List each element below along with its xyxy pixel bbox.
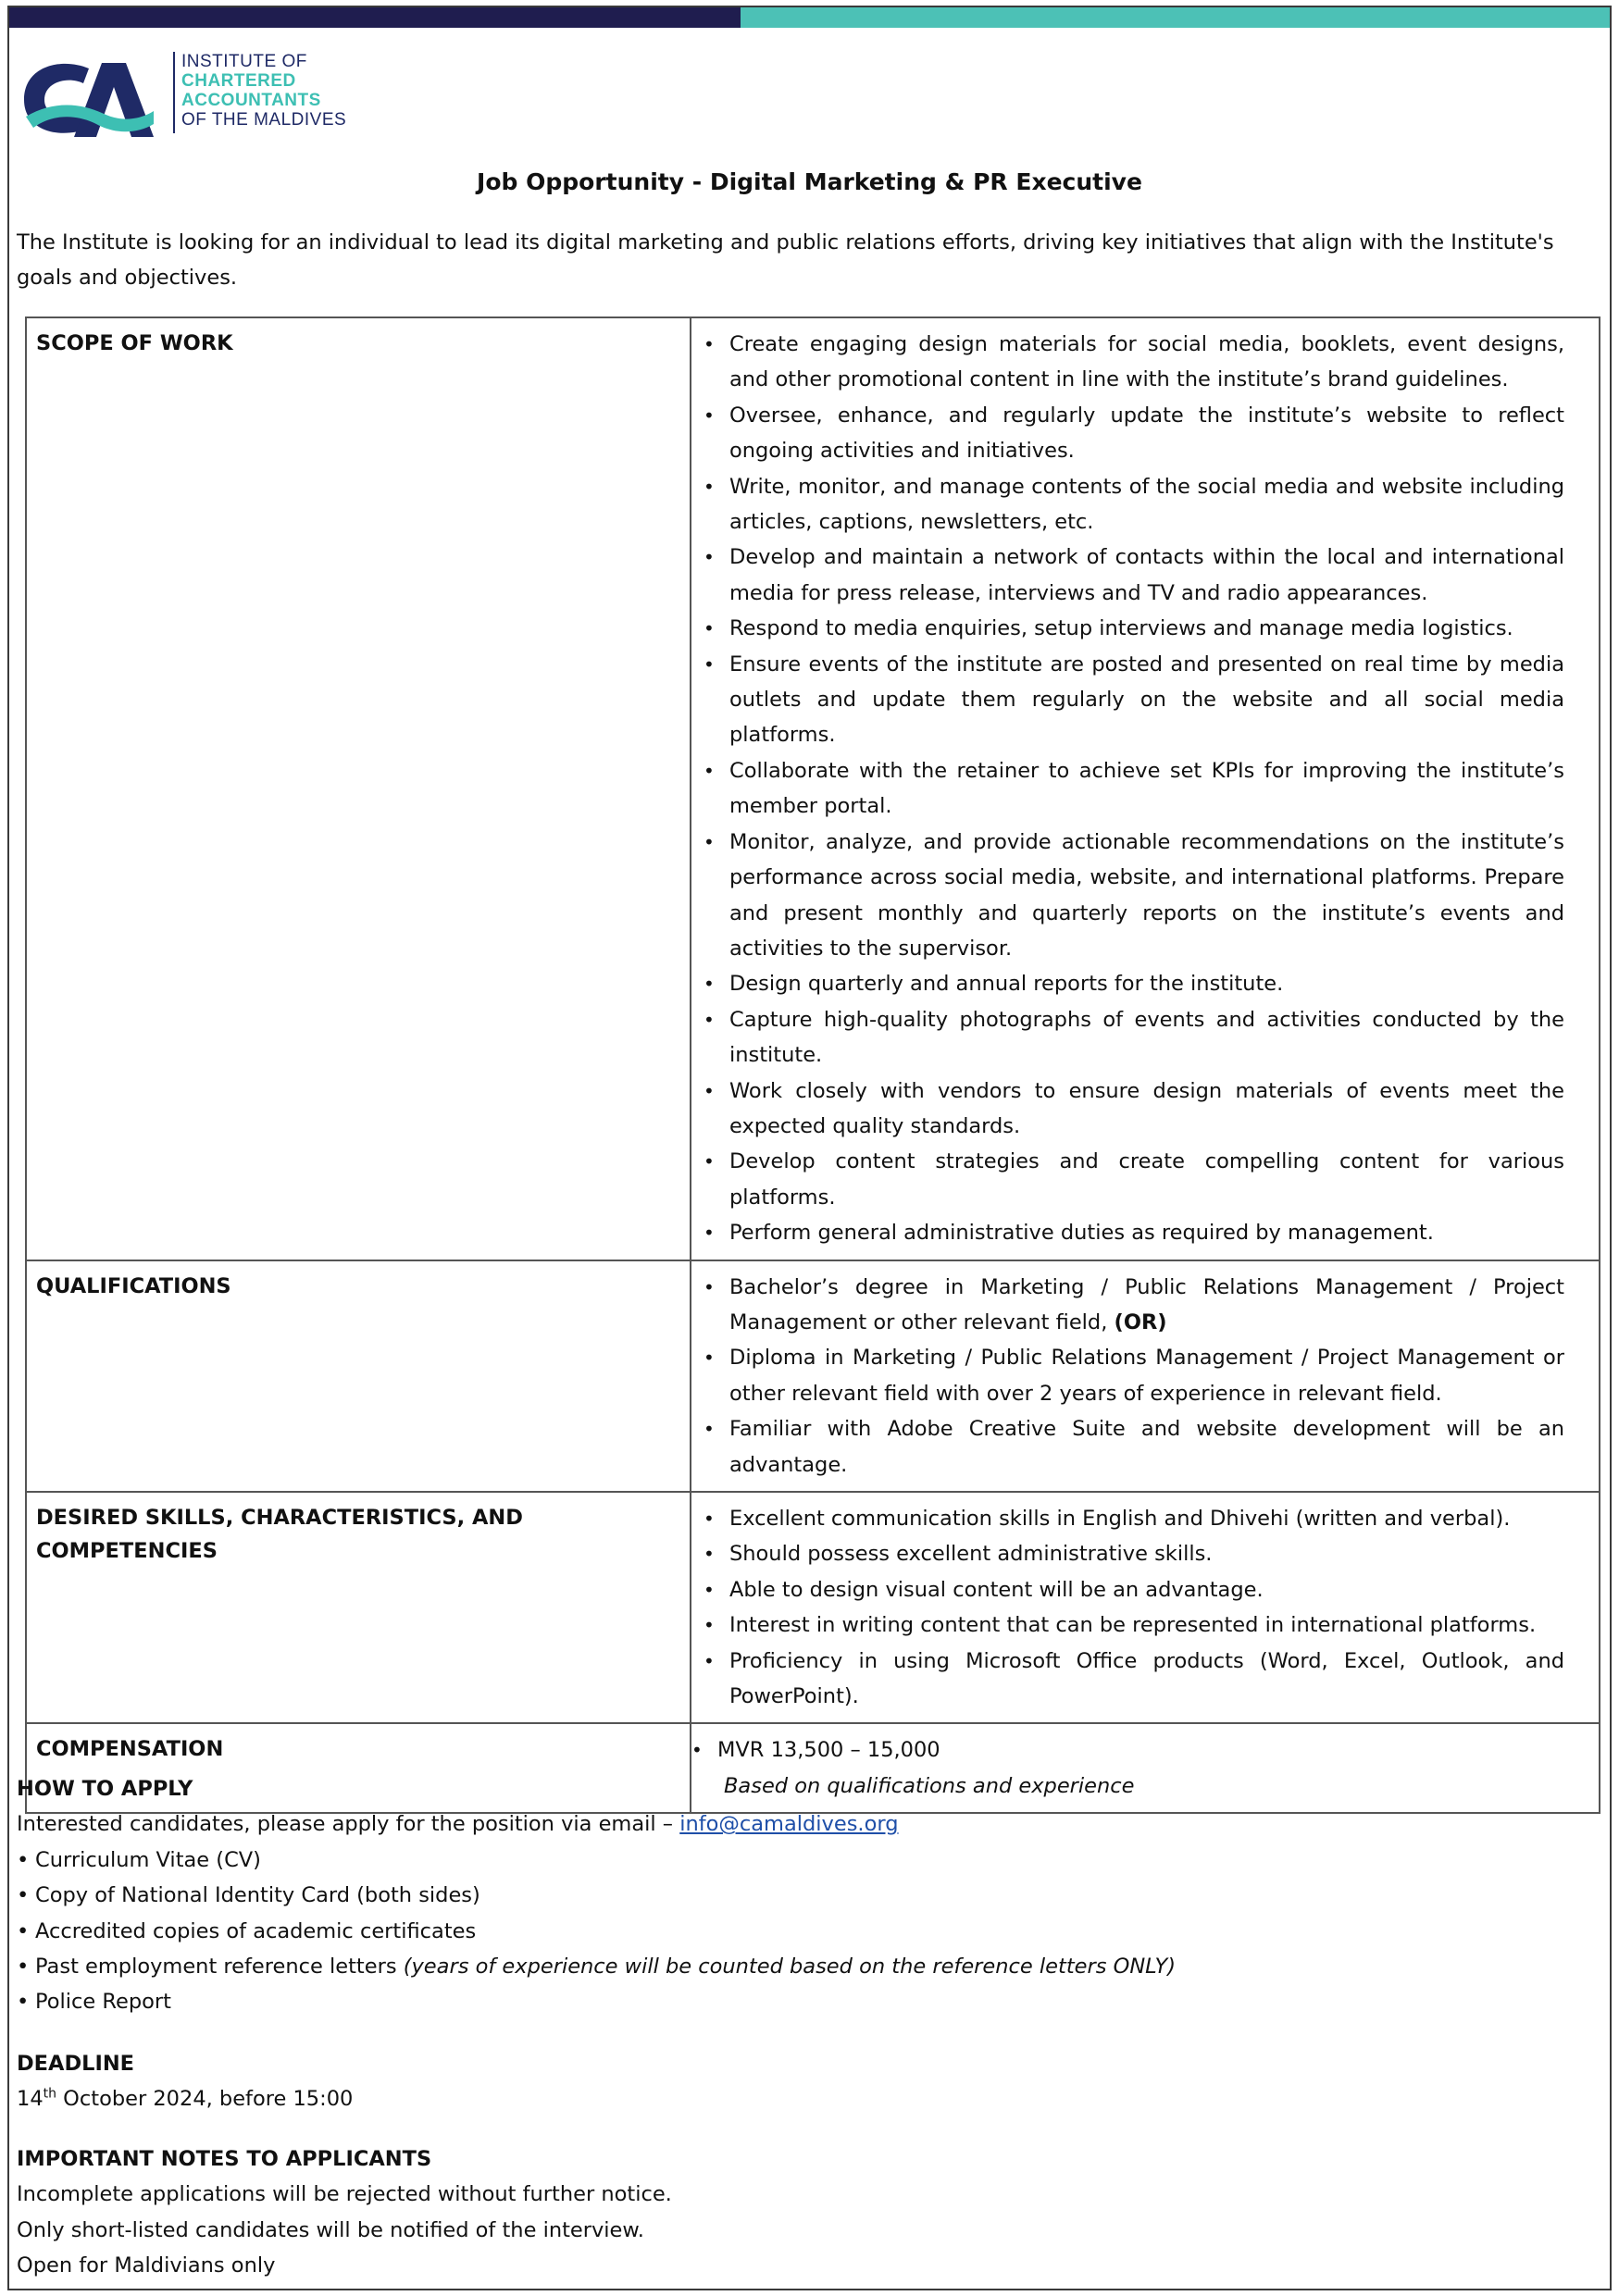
list-item: • Respond to media enquiries, setup interviews and manage media logistics. (729, 611, 1564, 646)
list-item: • Perform general administrative duties as required by management. (729, 1215, 1564, 1250)
logo-line-1: INSTITUTE OF (181, 52, 307, 71)
notes-section (17, 2141, 1607, 2284)
page-title: Job Opportunity - Digital Marketing & PR Executive (477, 168, 1142, 195)
deadline-day: 14 (17, 2087, 44, 2112)
apply-item-4-note: (years of experience will be counted based on the reference letters ONLY) (403, 1955, 1177, 1980)
table-row-scope (26, 317, 1600, 1260)
notes-heading: IMPORTANT NOTES TO APPLICANTS (17, 2147, 432, 2171)
list-item (17, 1949, 1607, 1984)
table-row-skills (26, 1492, 1600, 1723)
list-item: • Collaborate with the retainer to achieve set KPIs for improving the institute’s member portal. (729, 753, 1564, 825)
qualifications-content (691, 1260, 1600, 1492)
scope-list (701, 327, 1564, 1251)
document-page (7, 6, 1612, 2290)
skills-list (701, 1501, 1564, 1714)
intro-paragraph: The Institute is looking for an individual to lead its digital marketing and public relations efforts, driving key initiatives that align with the Institute's goals and objectives. (17, 230, 1554, 290)
list-item (729, 1270, 1564, 1341)
qualifications-list (701, 1270, 1564, 1483)
deadline-heading: DEADLINE (17, 2052, 135, 2076)
deadline-rest: October 2024, before 15:00 (63, 2087, 354, 2112)
compensation-list (695, 1732, 1564, 1768)
list-item: • Develop content strategies and create compelling content for various platforms. (729, 1144, 1564, 1215)
apply-list (17, 1843, 1607, 1949)
list-item: • Design quarterly and annual reports for the institute. (729, 966, 1564, 1001)
list-item: • Ensure events of the institute are posted and presented on real time by media outlets and update them regularly on the website and all social media platforms. (729, 647, 1564, 753)
apply-heading: HOW TO APPLY (17, 1777, 193, 1801)
logo-line-4: OF THE MALDIVES (181, 110, 347, 130)
compensation-note: Based on qualifications and experience (724, 1773, 1135, 1798)
header-bar-teal (741, 7, 1610, 28)
scope-label: SCOPE OF WORK (26, 317, 691, 1260)
table-row-qualifications (26, 1260, 1600, 1492)
list-item: • Copy of National Identity Card (both sides) (17, 1878, 1607, 1913)
list-item: • Develop and maintain a network of contacts within the local and international media for press release, interviews and TV and radio appearances. (729, 540, 1564, 611)
deadline-date (17, 2081, 1607, 2116)
how-to-apply-section (17, 1771, 1607, 2020)
logo-line-2: CHARTERED (181, 71, 296, 91)
list-item: • Excellent communication skills in English and Dhivehi (written and verbal). (729, 1501, 1564, 1536)
header-bar-navy (9, 7, 741, 28)
list-item: • Able to design visual content will be an advantage. (729, 1572, 1564, 1607)
qualification-text-1: Bachelor’s degree in Marketing / Public Relations Management / Project Management or other relevant field, (729, 1274, 1564, 1334)
logo-line-3: ACCOUNTANTS (181, 91, 321, 110)
deadline-section (17, 2046, 1607, 2117)
deadline-suffix: th (43, 2086, 57, 2102)
apply-item-4: Past employment reference letters (35, 1955, 397, 1980)
list-item: • Police Report (17, 1984, 1607, 2019)
list-item: • Familiar with Adobe Creative Suite and website development will be an advantage. (729, 1411, 1564, 1483)
list-item: • Interest in writing content that can be represented in international platforms. (729, 1607, 1564, 1643)
header-color-bar (9, 7, 1610, 28)
qualifications-label: QUALIFICATIONS (26, 1260, 691, 1492)
list-item: • Work closely with vendors to ensure design materials of events meet the expected quality standards. (729, 1074, 1564, 1145)
list-item: • Write, monitor, and manage contents of the social media and website including articles, captions, newsletters, etc. (729, 469, 1564, 540)
list-item: • Diploma in Marketing / Public Relations Management / Project Management or other relevant field with over 2 years of experience in relevant field. (729, 1340, 1564, 1411)
compensation-label: COMPENSATION (26, 1723, 691, 1812)
job-details-table (25, 316, 1600, 1814)
skills-label: DESIRED SKILLS, CHARACTERISTICS, AND COMPETENCIES (26, 1492, 691, 1723)
list-item: • Capture high-quality photographs of events and activities conducted by the institute. (729, 1002, 1564, 1074)
logo-divider (173, 52, 175, 133)
skills-content (691, 1492, 1600, 1723)
email-link[interactable]: info@camaldives.org (679, 1812, 899, 1837)
compensation-amount: • MVR 13,500 – 15,000 (717, 1732, 1564, 1768)
list-item: • Curriculum Vitae (CV) (17, 1843, 1607, 1878)
qualification-or: (OR) (1114, 1309, 1167, 1334)
apply-text: Interested candidates, please apply for the position via email – (17, 1812, 674, 1837)
logo-wordmark (181, 52, 346, 130)
note-line: Only short-listed candidates will be notified of the interview. (17, 2217, 644, 2242)
list-item: • Monitor, analyze, and provide actionable recommendations on the institute’s performance across social media, website, and international platforms. Prepare and present monthly and quarterly reports on the institute’s events and activities to the supervisor. (729, 825, 1564, 967)
list-item: • Proficiency in using Microsoft Office products (Word, Excel, Outlook, and PowerPoint). (729, 1644, 1564, 1715)
note-line: Incomplete applications will be rejected without further notice. (17, 2182, 672, 2207)
list-item: • Create engaging design materials for social media, booklets, event designs, and other promotional content in line with the institute’s brand guidelines. (729, 327, 1564, 398)
note-line: Open for Maldivians only (17, 2253, 276, 2278)
list-item: • Accredited copies of academic certificates (17, 1914, 1607, 1949)
list-item: • Oversee, enhance, and regularly update the institute’s website to reflect ongoing activities and initiatives. (729, 398, 1564, 469)
scope-content (691, 317, 1600, 1260)
apply-instructions (17, 1806, 1607, 1842)
list-item: • Should possess excellent administrative skills. (729, 1536, 1564, 1571)
